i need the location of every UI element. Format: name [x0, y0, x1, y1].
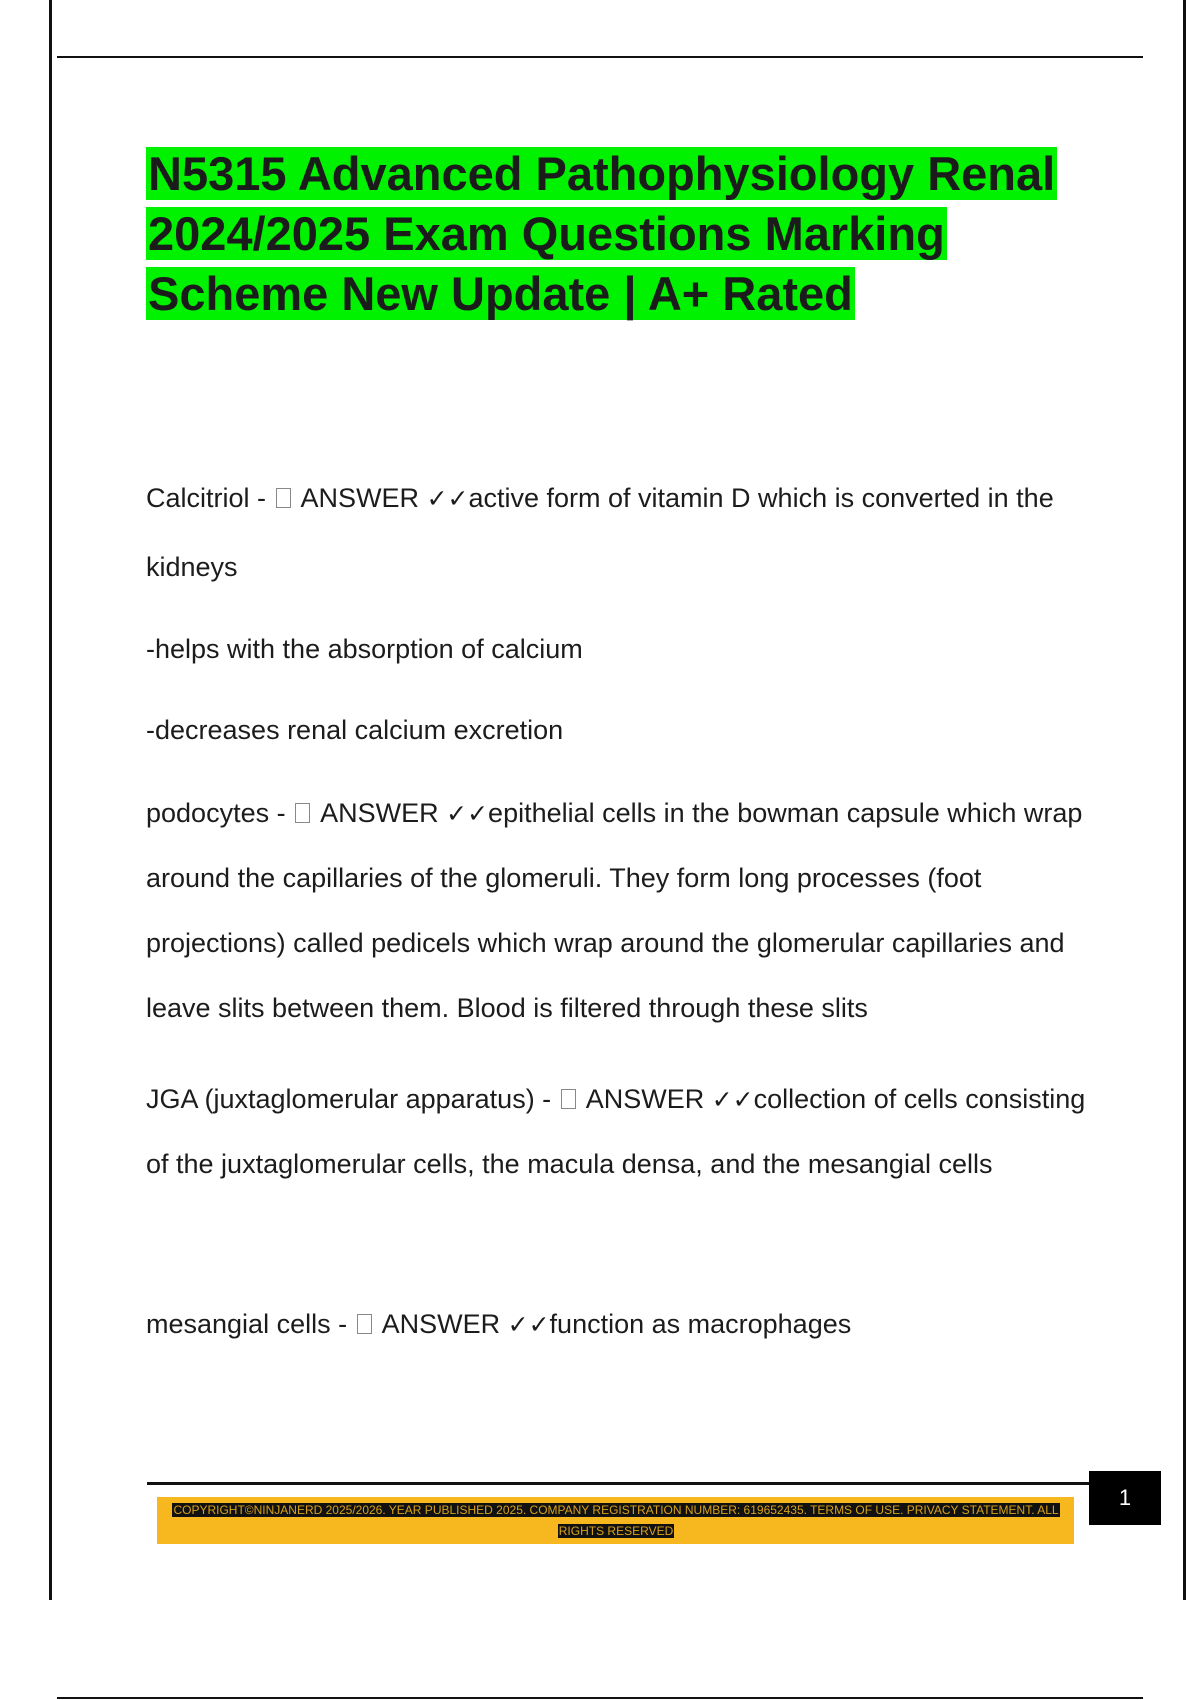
double-check-icon: ✓✓: [446, 799, 489, 828]
footer-copyright: [170, 1500, 1062, 1542]
entry-jga: [146, 1067, 1106, 1197]
double-check-icon: ✓✓: [426, 484, 469, 513]
entry-podocytes: [146, 781, 1106, 1041]
missing-glyph-icon: [276, 488, 291, 508]
missing-glyph-icon: [357, 1314, 372, 1334]
entry-definition: active form of vitamin D which is converted in the kidneys: [146, 483, 1054, 582]
entry-note: -helps with the absorption of calcium: [146, 634, 583, 664]
title-highlight: N5315 Advanced Pathophysiology Renal 2024/2025 Exam Questions Marking Scheme New Update | A+ Rated: [148, 147, 1056, 320]
answer-label: ANSWER: [381, 1309, 501, 1339]
entry-term: JGA (juxtaglomerular apparatus) -: [146, 1084, 552, 1114]
answer-label: ANSWER: [585, 1084, 705, 1114]
entry-term: Calcitriol -: [146, 483, 267, 513]
double-check-icon: ✓✓: [507, 1310, 550, 1339]
footer-rule: [147, 1482, 1089, 1485]
page-border-left: [49, 0, 52, 1600]
entry-definition: epithelial cells in the bowman capsule which wrap around the capillaries of the glomeruli. They form long processes (foot projections) called pedicels which wrap around the glomerular capillaries and leave slits between them. Blood is filtered through these slits: [146, 798, 1083, 1023]
page-number: 1: [1089, 1471, 1161, 1525]
entry-definition: collection of cells consisting of the juxtaglomerular cells, the macula densa, and the mesangial cells: [146, 1084, 1086, 1179]
next-page-rule: [57, 1697, 1143, 1699]
entry-note: -decreases renal calcium excretion: [146, 715, 564, 745]
missing-glyph-icon: [295, 803, 310, 823]
entry-term: mesangial cells -: [146, 1309, 348, 1339]
double-check-icon: ✓✓: [711, 1085, 754, 1114]
copyright-text: COPYRIGHT©NINJANERD 2025/2026. YEAR PUBLISHED 2025. COMPANY REGISTRATION NUMBER: 619652435. TERMS OF USE. PRIVACY STATEMENT. ALL RIGHTS RESERVED: [173, 1503, 1059, 1538]
document-title: [146, 144, 1106, 324]
entry-calcitriol: [146, 464, 1106, 601]
entry-definition: function as macrophages: [549, 1309, 852, 1339]
entry-mesangial-cells: [146, 1309, 1106, 1340]
page-border-right: [1183, 0, 1186, 1600]
answer-label: ANSWER: [320, 798, 439, 828]
entry-term: podocytes -: [146, 798, 286, 828]
header-rule: [57, 56, 1143, 58]
answer-label: ANSWER: [300, 483, 420, 513]
missing-glyph-icon: [561, 1089, 576, 1109]
